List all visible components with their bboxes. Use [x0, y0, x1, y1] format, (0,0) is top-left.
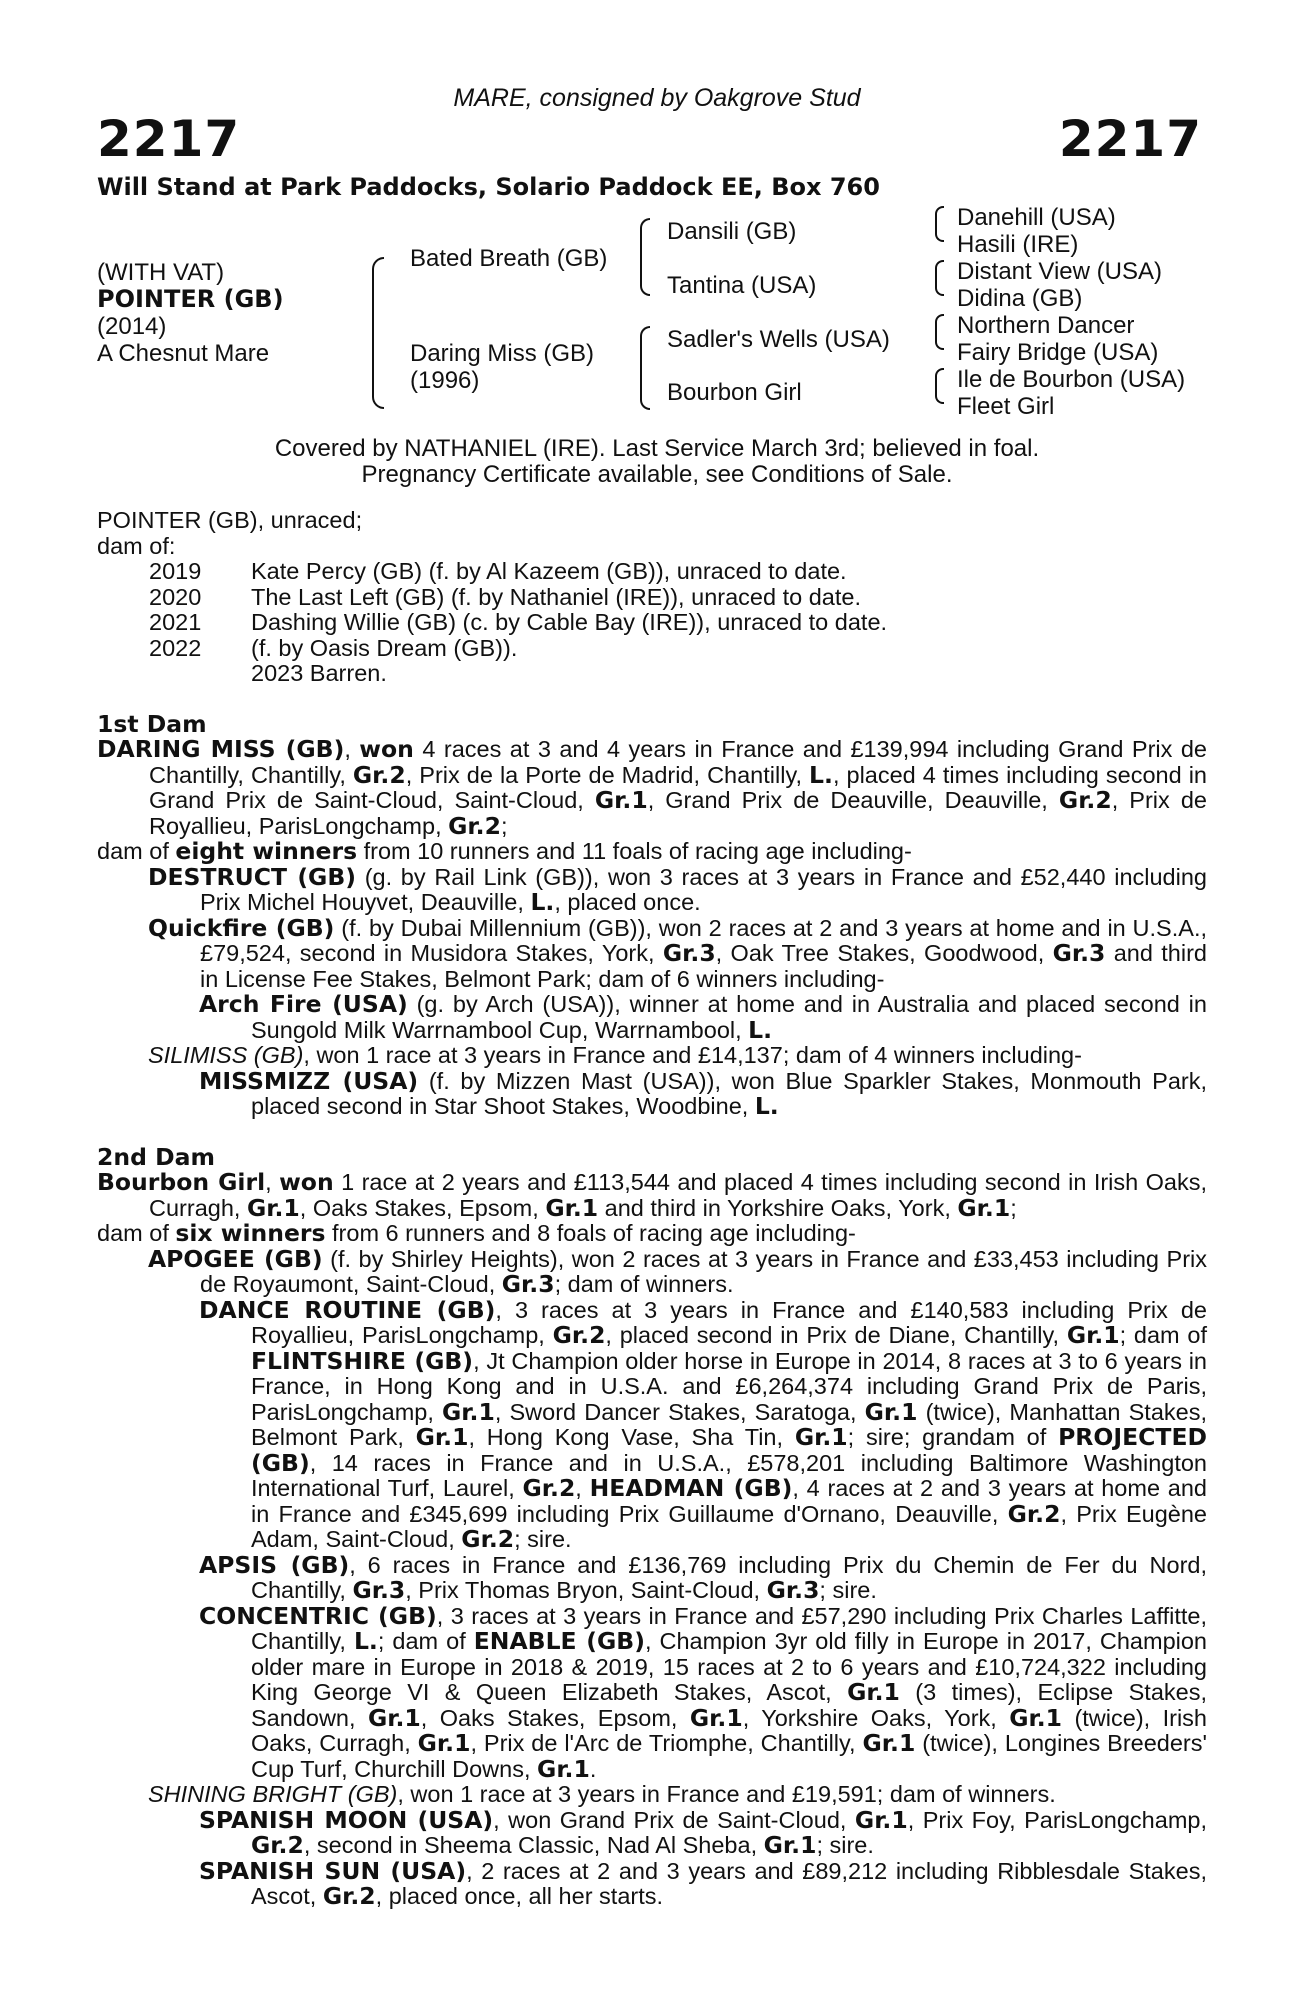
pedigree-gen4: Fairy Bridge (USA) — [957, 339, 1159, 366]
produce-row — [97, 636, 1207, 662]
produce-text: (f. by Oasis Dream (GB)). — [251, 634, 518, 661]
pedigree-gen3: Dansili (GB) — [667, 218, 797, 245]
produce-row — [97, 610, 1207, 636]
produce-entry: SHINING BRIGHT (GB), won 1 race at 3 years in France and £19,591; dam of winners. — [148, 1781, 1056, 1807]
produce-entry: DESTRUCT (GB) (g. by Rail Link (GB)), won 3 races at 3 years in France and £52,440 including Prix Michel Houyvet, Deauville, L., placed once. — [148, 862, 1207, 916]
produce-entry: CONCENTRIC (GB), 3 races at 3 years in France and £57,290 including Prix Charles Laffitte, Chantilly, L.; dam of ENABLE (GB), Champion 3yr old filly in Europe in 2017, Champion older mare in Europe in 2018 & 2019, 15 races at 2 to 6 years and £10,724,322 including King George VI & Queen Elizabeth Stakes, Ascot, Gr.1 (3 times), Eclipse Stakes, Sandown, Gr.1, Oaks Stakes, Epsom, Gr.1, Yorkshire Oaks, York, Gr.1 (twice), Irish Oaks, Curragh, Gr.1, Prix de l'Arc de Triomphe, Chantilly, Gr.1 (twice), Longines Breeders' Cup Turf, Churchill Downs, Gr.1. — [199, 1601, 1207, 1783]
pedigree-brace — [935, 314, 944, 350]
pregnancy-line: Pregnancy Certificate available, see Conditions of Sale. — [361, 461, 953, 488]
produce-text: The Last Left (GB) (f. by Nathaniel (IRE)), unraced to date. — [251, 583, 861, 610]
pedigree-gen3: Bourbon Girl — [667, 379, 802, 406]
pedigree-brace — [935, 260, 944, 296]
catalogue-body — [97, 508, 1207, 1910]
produce-row — [97, 661, 1207, 687]
dam-entry: Bourbon Girl, won 1 race at 2 years and £113,544 and placed 4 times including second in Irish Oaks, Curragh, Gr.1, Oaks Stakes, Epsom, Gr.1 and third in Yorkshire Oaks, York, Gr.1; — [97, 1168, 1208, 1222]
dam-entry: DARING MISS (GB), won 4 races at 3 and 4 years in France and £139,994 including Grand Prix de Chantilly, Chantilly, Gr.2, Prix de la Porte de Madrid, Chantilly, L., placed 4 times including second in Grand Prix de Saint-Cloud, Saint-Cloud, Gr.1, Grand Prix de Deauville, Deauville, Gr.2, Prix de Royallieu, ParisLongchamp, Gr.2; — [97, 735, 1207, 840]
section-heading-1st-dam: 1st Dam — [97, 709, 207, 738]
section-heading-2nd-dam: 2nd Dam — [97, 1142, 215, 1171]
pedigree-gen3: Tantina (USA) — [667, 272, 817, 299]
pedigree-gen4: Hasili (IRE) — [957, 231, 1079, 258]
produce-year: 2020 — [149, 583, 202, 610]
produce-entry: DANCE ROUTINE (GB), 3 races at 3 years in France and £140,583 including Prix de Royallieu, ParisLongchamp, Gr.2, placed second in Prix de Diane, Chantilly, Gr.1; dam of FLINTSHIRE (GB), Jt Champion older horse in Europe in 2014, 8 races at 3 to 6 years in France, in Hong Kong and in U.S.A. and £6,264,374 including Grand Prix de Paris, ParisLongchamp, Gr.1, Sword Dancer Stakes, Saratoga, Gr.1 (twice), Manhattan Stakes, Belmont Park, Gr.1, Hong Kong Vase, Sha Tin, Gr.1; sire; grandam of PROJECTED (GB), 14 races in France and in U.S.A., £578,201 including Baltimore Washington International Turf, Laurel, Gr.2, HEADMAN (GB), 4 races at 2 and 3 years at home and in France and £345,699 including Prix Guillaume d'Ornano, Deauville, Gr.2, Prix Eugène Adam, Saint-Cloud, Gr.2; sire. — [199, 1295, 1208, 1553]
produce-entry: Arch Fire (USA) (g. by Arch (USA)), winner at home and in Australia and placed second in Sungold Milk Warrnambool Cup, Warrnambool, L. — [199, 990, 1207, 1044]
produce-entry: Quickfire (GB) (f. by Dubai Millennium (GB)), won 2 races at 2 and 3 years at home and in U.S.A., £79,524, second in Musidora Stakes, York, Gr.3, Oak Tree Stakes, Goodwood, Gr.3 and third in License Fee Stakes, Belmont Park; dam of 6 winners including- — [148, 913, 1207, 992]
produce-row — [97, 559, 1207, 585]
pedigree-gen3: Sadler's Wells (USA) — [667, 326, 890, 353]
pedigree-gen4: Danehill (USA) — [957, 204, 1116, 231]
produce-row — [97, 585, 1207, 611]
pedigree-brace — [935, 368, 944, 404]
dam-of-label: dam of: — [97, 532, 176, 559]
produce-entry: APSIS (GB), 6 races in France and £136,769 including Prix du Chemin de Fer du Nord, Chantilly, Gr.3, Prix Thomas Bryon, Saint-Cloud, Gr.3; sire. — [199, 1550, 1207, 1604]
produce-entry: SILIMISS (GB), won 1 race at 3 years in France and £14,137; dam of 4 winners including- — [148, 1042, 1082, 1068]
produce-text: Kate Percy (GB) (f. by Al Kazeem (GB)), unraced to date. — [251, 558, 847, 584]
lot-number-right: 2217 — [1058, 110, 1202, 168]
pedigree-gen4: Ile de Bourbon (USA) — [957, 366, 1186, 393]
dam-year: (1996) — [410, 367, 480, 394]
cover-line: Covered by NATHANIEL (IRE). Last Service March 3rd; believed in foal. — [274, 435, 1040, 462]
dam-of-summary: dam of six winners from 6 runners and 8 foals of racing age including- — [97, 1219, 856, 1247]
lot-number-left: 2217 — [97, 110, 241, 168]
pedigree-gen4: Fleet Girl — [957, 393, 1055, 420]
produce-year: 2022 — [149, 634, 202, 661]
horse-description: A Chesnut Mare — [97, 340, 270, 367]
produce-text: Dashing Willie (GB) (c. by Cable Bay (IRE)), unraced to date. — [251, 609, 888, 635]
pedigree-gen4: Distant View (USA) — [957, 258, 1162, 285]
pedigree-brace — [372, 257, 384, 409]
produce-entry: MISSMIZZ (USA) (f. by Mizzen Mast (USA)), won Blue Sparkler Stakes, Monmouth Park, placed second in Star Shoot Stakes, Woodbine, L. — [199, 1066, 1207, 1120]
produce-barren: 2023 Barren. — [251, 660, 387, 686]
produce-entry: SPANISH MOON (USA), won Grand Prix de Saint-Cloud, Gr.1, Prix Foy, ParisLongchamp, Gr.2, second in Sheema Classic, Nad Al Sheba, Gr.1; sire. — [199, 1805, 1207, 1859]
pedigree-brace — [640, 218, 650, 296]
pedigree-brace — [640, 326, 650, 410]
pedigree-gen4: Northern Dancer — [957, 312, 1135, 339]
stabling-location: Will Stand at Park Paddocks, Solario Paddock EE, Box 760 — [97, 173, 880, 201]
produce-intro: POINTER (GB), unraced; — [97, 507, 363, 533]
dam-name: Daring Miss (GB) — [410, 340, 595, 367]
consignor-line: MARE, consigned by Oakgrove Stud — [453, 84, 861, 112]
produce-entry: APOGEE (GB) (f. by Shirley Heights), won 2 races at 3 years in France and £33,453 including Prix de Royaumont, Saint-Cloud, Gr.3; dam of winners. — [148, 1244, 1207, 1298]
vat-label: (WITH VAT) — [97, 259, 225, 286]
sire-name: Bated Breath (GB) — [410, 245, 608, 272]
produce-year: 2019 — [149, 558, 202, 584]
dam-of-summary: dam of eight winners from 10 runners and 11 foals of racing age including- — [97, 837, 912, 865]
pedigree-brace — [935, 206, 944, 242]
horse-year: (2014) — [97, 313, 167, 340]
pedigree-gen4: Didina (GB) — [957, 285, 1083, 312]
produce-entry: SPANISH SUN (USA), 2 races at 2 and 3 years and £89,212 including Ribblesdale Stakes, Ascot, Gr.2, placed once, all her starts. — [199, 1856, 1207, 1910]
horse-name: POINTER (GB) — [97, 285, 284, 313]
produce-year: 2021 — [149, 609, 202, 635]
